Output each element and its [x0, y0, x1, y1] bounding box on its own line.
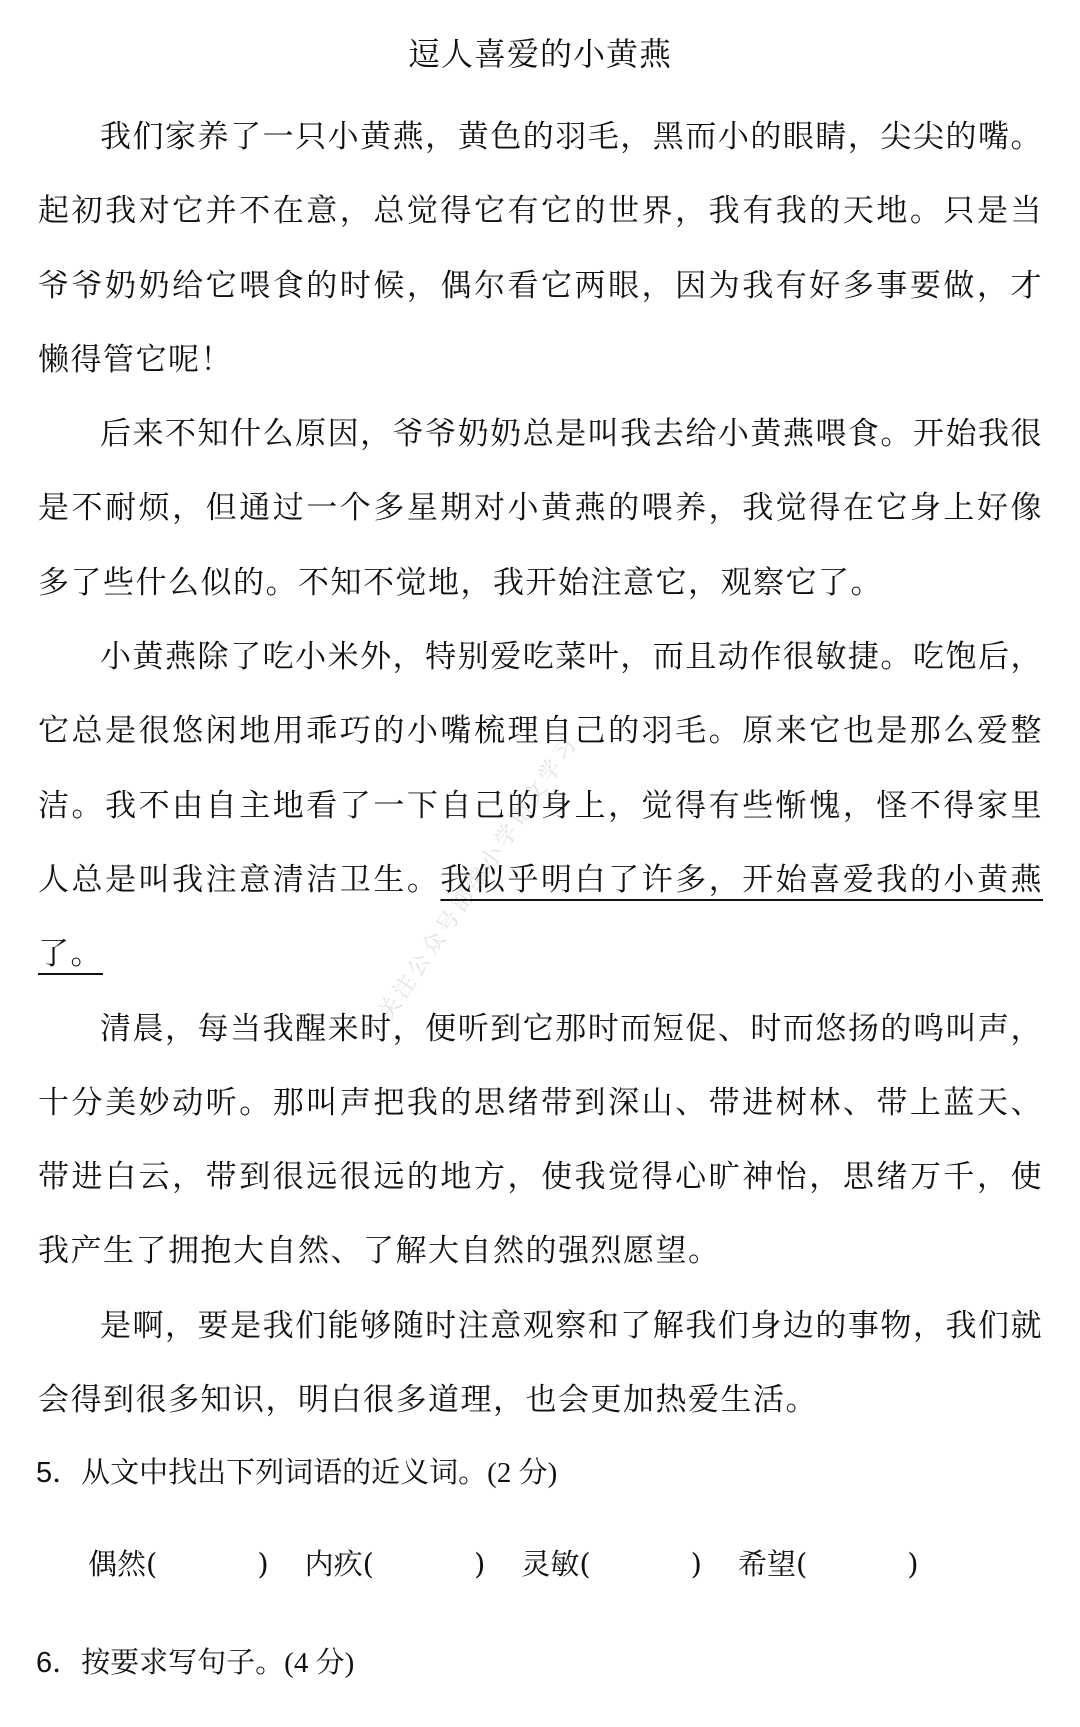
- blank-word: 希望(: [737, 1547, 808, 1581]
- blank-item[interactable]: [88, 1544, 269, 1584]
- blank-item[interactable]: [305, 1544, 486, 1584]
- paragraph-5: 是啊，要是我们能够随时注意观察和了解我们身边的事物，我们就会得到很多知识，明白很多道理，也会更加热爱生活。: [38, 1307, 1043, 1419]
- paragraph-4: 清晨，每当我醒来时，便听到它那时而短促、时而悠扬的鸣叫声，十分美妙动听。那叫声把我的思绪带到深山、带进树林、带上蓝天、带进白云，带到很远很远的地方，使我觉得心旷神怡，思绪万千，使我产生了拥抱大自然、了解大自然的强烈愿望。: [38, 1010, 1043, 1270]
- blank-item[interactable]: [521, 1544, 702, 1584]
- blank-item[interactable]: [738, 1544, 919, 1584]
- blank-close: ): [257, 1547, 269, 1581]
- question-6: [36, 1642, 354, 1683]
- blank-close: ): [473, 1547, 486, 1581]
- underlined-sentence: 我似乎明白了许多，开始喜爱我的小黄燕了。: [38, 861, 1044, 973]
- blank-word: 偶然(: [88, 1547, 158, 1581]
- blank-close: ): [690, 1547, 702, 1581]
- blank-close: ): [907, 1547, 919, 1581]
- question-5-number: 5．: [36, 1457, 82, 1489]
- question-6-text: 按要求写句子。: [81, 1645, 285, 1679]
- synonym-blanks: [88, 1544, 955, 1584]
- blank-word: 内疚(: [304, 1547, 374, 1581]
- blank-word: 灵敏(: [521, 1547, 591, 1581]
- article-title: 逗人喜爱的小黄燕: [407, 35, 672, 73]
- question-6-number: 6．: [36, 1647, 82, 1679]
- watermark: 关注公众号部编小学语文学习: [374, 730, 584, 1025]
- paragraph-1: 我们家养了一只小黄燕，黄色的羽毛，黑而小的眼睛，尖尖的嘴。起初我对它并不在意，总觉得它有它的世界，我有我的天地。只是当爷爷奶奶给它喂食的时候，偶尔看它两眼，因为我有好多事要做，才懒得管它呢！: [38, 119, 1043, 378]
- paragraph-3-text: 小黄燕除了吃小米外，特别爱吃菜叶，而且动作很敏捷。吃饱后，它总是很悠闲地用乖巧的小嘴梳理自己的羽毛。原来它也是那么爱整洁。我不由自主地看了一下自己的身上，觉得有些惭愧，怪不得家里人总是叫我注意清洁卫生。: [38, 639, 1043, 898]
- paragraph-2: 后来不知什么原因，爷爷奶奶总是叫我去给小黄燕喂食。开始我很是不耐烦，但通过一个多星期对小黄燕的喂养，我觉得在它身上好像多了些什么似的。不知不觉地，我开始注意它，观察它了。: [38, 416, 1043, 601]
- question-6-points: (4 分): [284, 1647, 355, 1679]
- question-5: [36, 1452, 557, 1493]
- question-5-points: (2 分): [487, 1457, 558, 1489]
- question-5-text: 从文中找出下列词语的近义词。: [81, 1455, 488, 1489]
